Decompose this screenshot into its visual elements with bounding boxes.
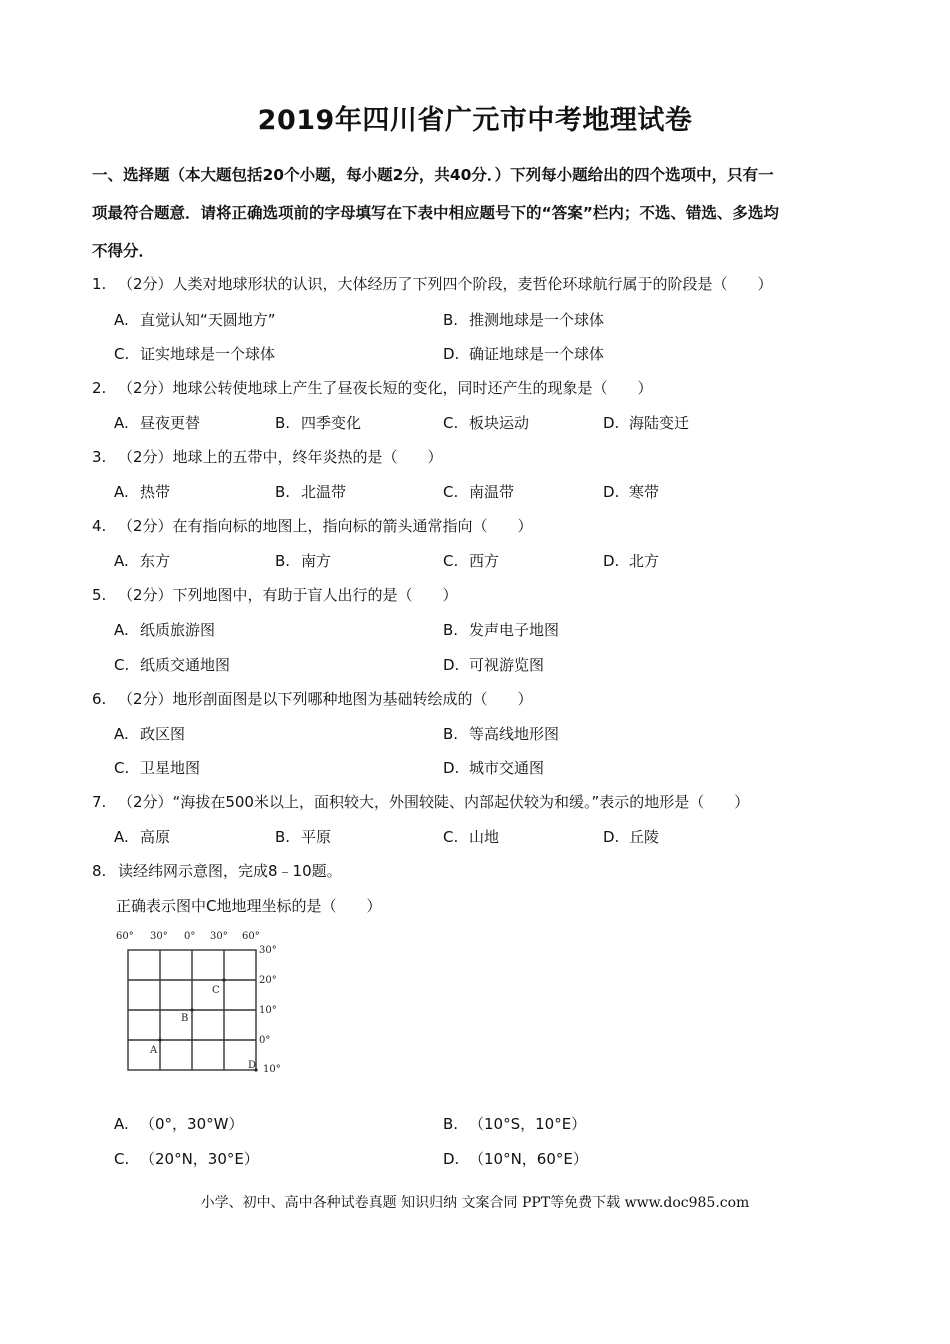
option-text: 昼夜更替 (140, 414, 201, 432)
question-number: 7. (92, 793, 107, 811)
option-letter: C. (443, 552, 459, 570)
map-point-b-dot (190, 1008, 193, 1011)
question-text: （2分）下列地图中，有助于盲人出行的是（ ） (118, 586, 458, 604)
option-text: 南温带 (469, 483, 515, 501)
question-text: （2分）在有指向标的地图上，指向标的箭头通常指向（ ） (118, 517, 533, 535)
question-number: 6. (92, 690, 107, 708)
option-6d[interactable] (443, 757, 544, 778)
question-8 (92, 860, 342, 881)
option-3a[interactable] (114, 481, 170, 502)
question-6 (92, 688, 533, 709)
option-2a[interactable] (114, 412, 200, 433)
sub-question-text: 正确表示图中C地地理坐标的是（ ） (116, 897, 382, 915)
question-number: 3. (92, 448, 107, 466)
option-letter: D. (443, 1150, 460, 1168)
question-number: 8. (92, 862, 107, 880)
option-2d[interactable] (603, 412, 689, 433)
map-point-c: C (212, 985, 220, 996)
map-top-label: 30° (210, 931, 228, 942)
option-1a[interactable] (114, 309, 276, 330)
option-text: 热带 (140, 483, 171, 501)
option-6a[interactable] (114, 723, 185, 744)
option-8b[interactable] (443, 1113, 586, 1134)
option-text: 山地 (469, 828, 500, 846)
option-text: 城市交通图 (469, 759, 545, 777)
option-8d[interactable] (443, 1148, 588, 1169)
question-1 (92, 273, 773, 294)
option-letter: A. (114, 552, 129, 570)
option-text: 东方 (140, 552, 171, 570)
option-4c[interactable] (443, 550, 499, 571)
option-letter: D. (603, 828, 620, 846)
option-6b[interactable] (443, 723, 559, 744)
option-letter: D. (443, 759, 460, 777)
option-text: 直觉认知“天圆地方” (140, 311, 276, 329)
option-1d[interactable] (443, 343, 604, 364)
section-instructions-line-2: 项最符合题意．请将正确选项前的字母填写在下表中相应题号下的“答案”栏内；不选、错选、多选均 (92, 204, 779, 222)
option-letter: A. (114, 414, 129, 432)
map-point-c-dot (222, 978, 225, 981)
section-instructions-line-3: 不得分． (92, 242, 155, 260)
option-letter: A. (114, 1115, 129, 1133)
question-text: （2分）地球上的五带中，终年炎热的是（ ） (118, 448, 443, 466)
option-text: 推测地球是一个球体 (469, 311, 605, 329)
section-instructions-line-1: 一、选择题（本大题包括20个小题，每小题2分，共40分．）下列每小题给出的四个选项中，只有一 (92, 166, 774, 184)
option-text: 政区图 (140, 725, 186, 743)
option-letter: C. (443, 414, 459, 432)
option-text: 四季变化 (301, 414, 362, 432)
option-text: 南方 (301, 552, 332, 570)
option-text: 纸质交通地图 (140, 656, 231, 674)
option-1c[interactable] (114, 343, 275, 364)
option-text: 纸质旅游图 (140, 621, 216, 639)
option-letter: A. (114, 621, 129, 639)
option-text: 平原 (301, 828, 332, 846)
question-number: 1. (92, 275, 107, 293)
option-7d[interactable] (603, 826, 659, 847)
question-5 (92, 584, 458, 605)
option-3b[interactable] (275, 481, 346, 502)
option-letter: A. (114, 483, 129, 501)
map-top-label: 0° (184, 931, 196, 942)
option-7b[interactable] (275, 826, 331, 847)
option-2c[interactable] (443, 412, 529, 433)
option-letter: C. (114, 656, 130, 674)
option-letter: C. (114, 759, 130, 777)
option-5a[interactable] (114, 619, 215, 640)
map-point-a-dot (158, 1038, 161, 1041)
question-text: （2分）“海拔在500米以上，面积较大，外围较陡、内部起伏较为和缓。”表示的地形是（ ） (118, 793, 750, 811)
option-text: 发声电子地图 (469, 621, 560, 639)
question-7 (92, 791, 749, 812)
map-right-label: 30° (259, 945, 277, 956)
map-top-label: 30° (150, 931, 168, 942)
option-letter: B. (275, 414, 291, 432)
map-right-label: 10° (259, 1005, 277, 1016)
question-number: 4. (92, 517, 107, 535)
map-point-b: B (181, 1013, 189, 1024)
question-4 (92, 515, 533, 536)
option-letter: A. (114, 828, 129, 846)
option-text: 等高线地形图 (469, 725, 560, 743)
option-1b[interactable] (443, 309, 604, 330)
option-4d[interactable] (603, 550, 659, 571)
option-letter: D. (443, 345, 460, 363)
map-right-label: 0° (259, 1035, 271, 1046)
option-letter: B. (275, 828, 291, 846)
option-text: （20°N，30°E） (140, 1150, 259, 1168)
option-2b[interactable] (275, 412, 361, 433)
option-letter: B. (443, 725, 459, 743)
question-text: （2分）地形剖面图是以下列哪种地图为基础转绘成的（ ） (118, 690, 533, 708)
map-right-label: 10° (263, 1064, 281, 1075)
option-letter: B. (443, 311, 459, 329)
option-text: （0°，30°W） (140, 1115, 244, 1133)
option-letter: C. (114, 345, 130, 363)
option-text: （10°N，60°E） (469, 1150, 588, 1168)
map-point-d: D (248, 1060, 257, 1071)
question-text: （2分）人类对地球形状的认识，大体经历了下列四个阶段，麦哲伦环球航行属于的阶段是（ ） (118, 275, 773, 293)
option-text: 确证地球是一个球体 (469, 345, 605, 363)
option-text: 北温带 (301, 483, 347, 501)
map-top-label: 60° (242, 931, 260, 942)
option-letter: A. (114, 725, 129, 743)
option-letter: D. (603, 483, 620, 501)
option-3d[interactable] (603, 481, 659, 502)
page-footer: 小学、初中、高中各种试卷真题 知识归纳 文案合同 PPT等免费下载 www.doc985.com (200, 1195, 750, 1211)
option-text: 可视游览图 (469, 656, 545, 674)
option-letter: B. (443, 621, 459, 639)
option-letter: C. (114, 1150, 130, 1168)
option-letter: D. (603, 414, 620, 432)
option-text: 海陆变迁 (629, 414, 690, 432)
option-4a[interactable] (114, 550, 170, 571)
option-5d[interactable] (443, 654, 544, 675)
option-letter: C. (443, 483, 459, 501)
option-text: 丘陵 (629, 828, 660, 846)
option-6c[interactable] (114, 757, 200, 778)
option-5c[interactable] (114, 654, 230, 675)
map-point-a: A (150, 1045, 158, 1056)
option-text: 高原 (140, 828, 171, 846)
option-8a[interactable] (114, 1113, 243, 1134)
option-letter: D. (603, 552, 620, 570)
option-8c[interactable] (114, 1148, 259, 1169)
option-text: 北方 (629, 552, 660, 570)
option-7a[interactable] (114, 826, 170, 847)
option-5b[interactable] (443, 619, 559, 640)
question-3 (92, 446, 443, 467)
question-number: 5. (92, 586, 107, 604)
option-text: 寒带 (629, 483, 660, 501)
option-letter: B. (275, 483, 291, 501)
option-3c[interactable] (443, 481, 514, 502)
map-right-label: 20° (259, 975, 277, 986)
question-number: 2. (92, 379, 107, 397)
question-text: 读经纬网示意图，完成8﹣10题。 (118, 862, 342, 880)
option-7c[interactable] (443, 826, 499, 847)
option-letter: A. (114, 311, 129, 329)
graticule-map (112, 926, 302, 1078)
question-2 (92, 377, 653, 398)
option-text: 板块运动 (469, 414, 530, 432)
page-title: 2019年四川省广元市中考地理试卷 (257, 105, 693, 136)
option-letter: B. (275, 552, 291, 570)
option-text: 证实地球是一个球体 (140, 345, 276, 363)
option-letter: D. (443, 656, 460, 674)
option-text: （10°S，10°E） (469, 1115, 587, 1133)
option-text: 西方 (469, 552, 500, 570)
map-top-label: 60° (116, 931, 134, 942)
option-letter: B. (443, 1115, 459, 1133)
option-letter: C. (443, 828, 459, 846)
question-text: （2分）地球公转使地球上产生了昼夜长短的变化，同时还产生的现象是（ ） (118, 379, 653, 397)
option-text: 卫星地图 (140, 759, 201, 777)
option-4b[interactable] (275, 550, 331, 571)
